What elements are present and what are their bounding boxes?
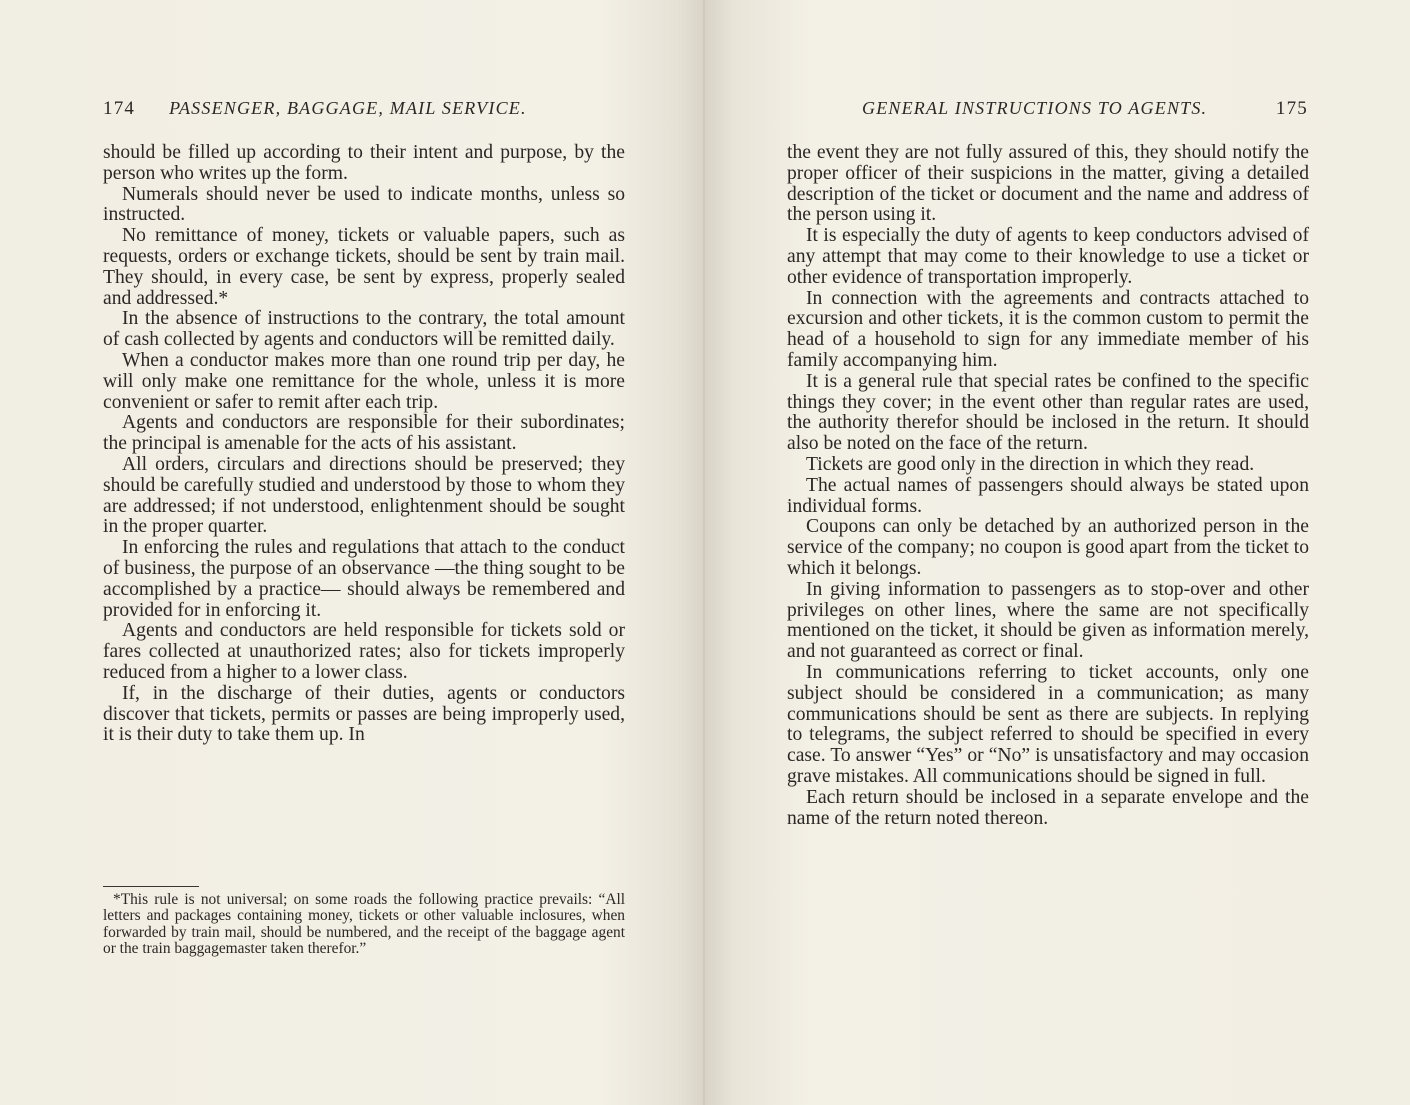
running-head-title: GENERAL INSTRUCTIONS TO AGENTS. xyxy=(862,98,1208,118)
running-head-title: PASSENGER, BAGGAGE, MAIL SERVICE. xyxy=(169,98,527,118)
paragraph: No remittance of money, tickets or valuable papers, such as requests, orders or exchange tickets, should be sent by train mail. They should, in every case, be sent by express, properly sealed and addressed.* xyxy=(103,225,625,309)
paragraph: Agents and conductors are responsible for their subordinates; the principal is amenable for the acts of his assistant. xyxy=(103,412,625,455)
paragraph: Coupons can only be detached by an authorized person in the service of the company; no coupon is good apart from the ticket to which it belongs. xyxy=(787,516,1309,579)
paragraph: It is a general rule that special rates be confined to the specific things they cover; in the event other than regular rates are used, the authority therefor should be inclosed in the return. It should also be noted on the face of the return. xyxy=(787,370,1309,455)
paragraph: Numerals should never be used to indicate months, unless so instructed. xyxy=(103,183,625,226)
paragraph: Agents and conductors are held responsible for tickets sold or fares collected at unauthorized rates; also for tickets improperly reduced from a higher to a lower class. xyxy=(103,620,625,683)
right-running-head xyxy=(862,98,1308,126)
left-running-head xyxy=(103,98,625,126)
paragraph: Tickets are good only in the direction in which they read. xyxy=(806,453,1255,475)
page-number: 175 xyxy=(1275,98,1308,119)
paragraph: In enforcing the rules and regulations that attach to the conduct of business, the purpose of an observance —the thing sought to be accomplished by a practice— should always be remembered and provided for in enforcing it. xyxy=(103,537,625,621)
left-body-text xyxy=(103,143,625,746)
paragraph: the event they are not fully assured of this, they should notify the proper officer of their suspicions in the matter, giving a detailed description of the ticket or document and the name and address of the person using it. xyxy=(787,142,1309,226)
paragraph: It is especially the duty of agents to keep conductors advised of any attempt that may come to their knowledge to use a ticket or other evidence of transportation improperly. xyxy=(787,225,1309,288)
paragraph: All orders, circulars and directions should be preserved; they should be carefully studied and understood by those to whom they are addressed; if not understood, enlightenment should be sought in the proper quarter. xyxy=(103,453,625,538)
footnote-divider xyxy=(103,886,199,887)
paragraph: In giving information to passengers as to stop-over and other privileges on other lines, where the same are not specifically mentioned on the ticket, it should be given as information merely, and not guaranteed as correct or final. xyxy=(787,578,1309,663)
footnote: *This rule is not universal; on some roads the following practice prevails: “All letters and packages containing money, tickets or other valuable inclosures, when forwarded by train mail, should be numbered, and the receipt of the baggage agent or the train baggagemaster taken therefor.” xyxy=(103,891,625,958)
paragraph: The actual names of passengers should always be stated upon individual forms. xyxy=(787,474,1309,517)
paragraph: When a conductor makes more than one round trip per day, he will only make one remittance for the whole, unless it is more convenient or safer to remit after each trip. xyxy=(103,349,625,413)
paragraph: Each return should be inclosed in a separate envelope and the name of the return noted thereon. xyxy=(787,786,1309,829)
right-page xyxy=(705,0,1410,1105)
paragraph: should be filled up according to their intent and purpose, by the person who writes up the form. xyxy=(103,142,625,184)
paragraph: If, in the discharge of their duties, agents or conductors discover that tickets, permits or passes are being improperly used, it is their duty to take them up. In xyxy=(103,682,625,746)
paragraph: In the absence of instructions to the contrary, the total amount of cash collected by agents and conductors will be remitted daily. xyxy=(103,308,625,351)
paragraph: In communications referring to ticket accounts, only one subject should be considered in a communication; as many communications should be sent as there are subjects. In replying to telegrams, the subject referred to should be specified in every case. To answer “Yes” or “No” is unsatisfactory and may occasion grave mistakes. All communications should be signed in full. xyxy=(787,661,1309,787)
paragraph: In connection with the agreements and contracts attached to excursion and other tickets, it is the common custom to permit the head of a household to sign for any immediate member of his family accompanying him. xyxy=(787,287,1309,371)
right-body-text xyxy=(787,143,1309,829)
page-number: 174 xyxy=(103,98,136,119)
